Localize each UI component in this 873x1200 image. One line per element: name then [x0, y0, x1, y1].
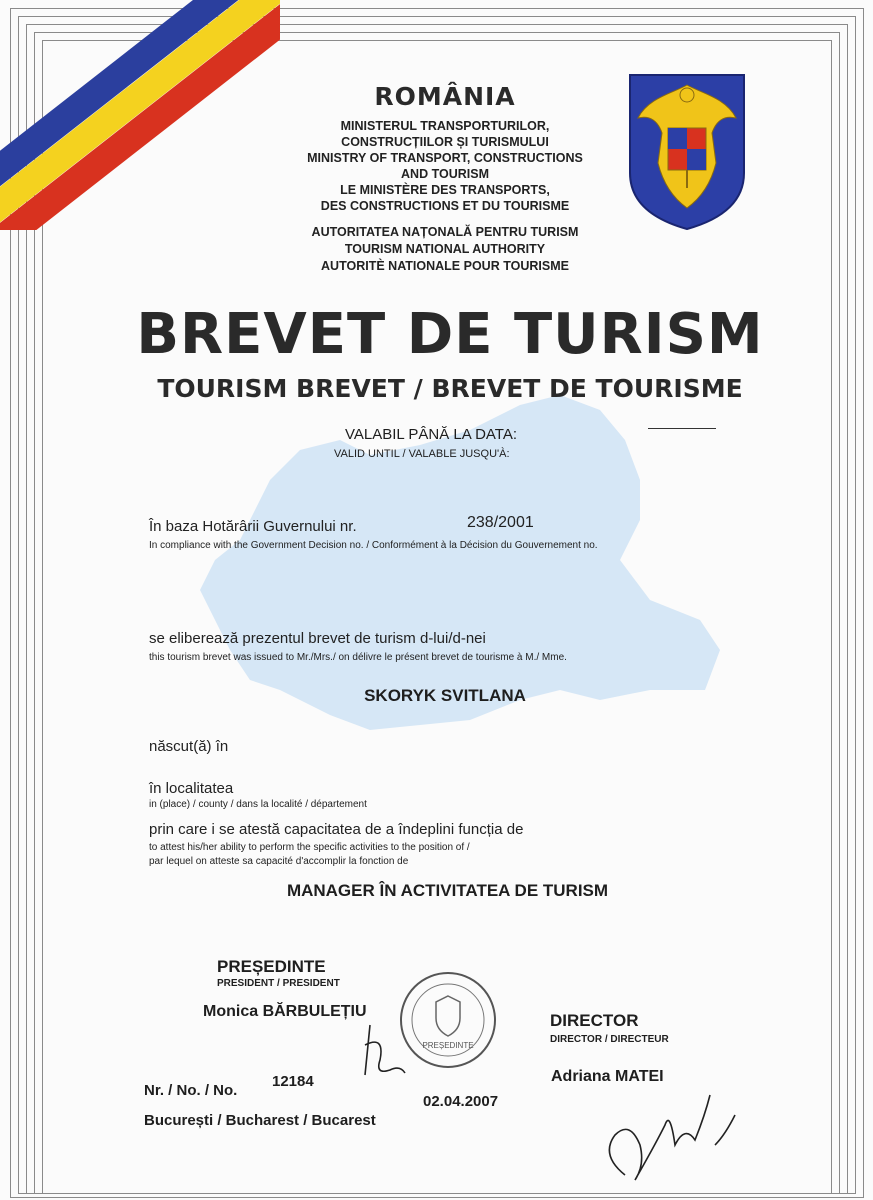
- issue-date: 02.04.2007: [423, 1093, 499, 1110]
- decision-number: 238/2001: [467, 514, 534, 531]
- president-title-ro: PREȘEDINTE: [217, 957, 326, 976]
- issue-city: București / Bucharest / Bucarest: [144, 1112, 376, 1129]
- decision-label-ro: În baza Hotărârii Guvernului nr.: [149, 518, 357, 535]
- director-title-ro: DIRECTOR: [550, 1011, 639, 1030]
- director-signature: [595, 1085, 755, 1195]
- president-signature: [355, 1015, 415, 1085]
- holder-name: SKORYK SVITLANA: [364, 686, 526, 705]
- stamp-text: PREȘEDINTE: [422, 1041, 474, 1050]
- authority-line-3: AUTORITÈ NATIONALE POUR TOURISME: [321, 259, 569, 273]
- registry-number-label: Nr. / No. / No.: [144, 1082, 238, 1099]
- ministry-line-3: MINISTRY OF TRANSPORT, CONSTRUCTIONS: [307, 151, 583, 165]
- ministry-line-1: MINISTERUL TRANSPORTURILOR,: [340, 119, 550, 133]
- issued-label-en-fr: this tourism brevet was issued to Mr./Mrs./ on délivre le présent brevet de tourisme à M./ Mme.: [149, 652, 567, 663]
- born-label: născut(ă) în: [149, 738, 229, 755]
- valid-until-label-ro: VALABIL PÂNĂ LA DATA:: [345, 426, 518, 443]
- president-name: Monica BĂRBULEȚIU: [203, 1003, 367, 1020]
- ministry-line-4: AND TOURISM: [401, 167, 489, 181]
- place-sublabel: in (place) / county / dans la localité / département: [149, 799, 367, 810]
- authority-line-2: TOURISM NATIONAL AUTHORITY: [344, 242, 546, 256]
- position-title: MANAGER ÎN ACTIVITATEA DE TURISM: [286, 881, 609, 900]
- ability-label-ro: prin care i se atestă capacitatea de a îndeplini funcția de: [149, 821, 524, 838]
- place-label: în localitatea: [149, 780, 234, 797]
- decision-label-en-fr: In compliance with the Government Decision no. / Conformément à la Décision du Gouvernement no.: [149, 540, 598, 551]
- ministry-line-6: DES CONSTRUCTIONS ET DU TOURISME: [320, 199, 570, 213]
- valid-until-line: [648, 427, 716, 429]
- president-title-en-fr: PRESIDENT / PRESIDENT: [217, 978, 340, 989]
- ministry-line-2: CONSTRUCȚIILOR ȘI TURISMULUI: [341, 135, 549, 149]
- document-title: BREVET DE TURISM: [136, 302, 764, 367]
- document-subtitle: TOURISM BREVET / BREVET DE TOURISME: [157, 374, 743, 403]
- director-title-en-fr: DIRECTOR / DIRECTEUR: [550, 1034, 669, 1045]
- ability-label-fr: par lequel on atteste sa capacité d'accomplir la fonction de: [149, 856, 409, 867]
- registry-number: 12184: [272, 1073, 314, 1090]
- valid-until-label-en-fr: VALID UNTIL / VALABLE JUSQU'À:: [334, 448, 510, 460]
- country-name: ROMÂNIA: [374, 82, 516, 111]
- issued-label-ro: se eliberează prezentul brevet de turism d-lui/d-nei: [149, 630, 486, 647]
- ministry-line-5: LE MINISTÈRE DES TRANSPORTS,: [340, 183, 550, 197]
- ability-label-en: to attest his/her ability to perform the specific activities to the position of /: [149, 842, 470, 853]
- authority-line-1: AUTORITATEA NAȚONALĂ PENTRU TURISM: [311, 225, 579, 239]
- director-name: Adriana MATEI: [551, 1068, 664, 1085]
